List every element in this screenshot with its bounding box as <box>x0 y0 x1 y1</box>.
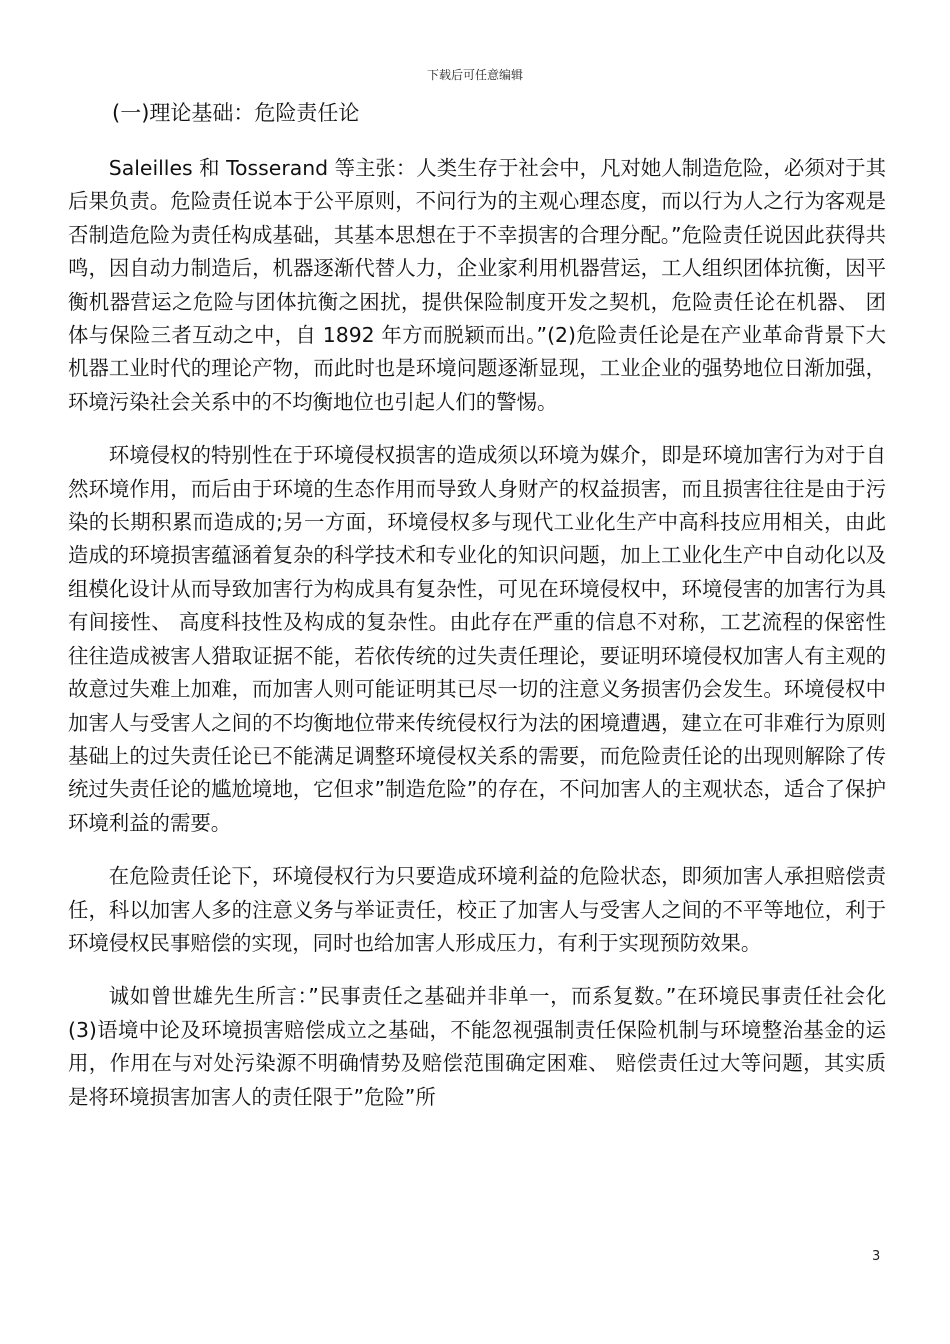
paragraph-3: 在危险责任论下，环境侵权行为只要造成环境利益的危险状态，即须加害人承担赔偿责任，科以加害人多的注意义务与举证责任，校正了加害人与受害人之间的不平等地位，利于环境侵权民事赔偿的实现，同时也给加害人形成压力，有利于实现预防效果。 <box>68 864 886 955</box>
paragraph-2: 环境侵权的特别性在于环境侵权损害的造成须以环境为媒介，即是环境加害行为对于自然环境作用，而后由于环境的生态作用而导致人身财产的权益损害，而且损害往往是由于污染的长期积累而造成的;另一方面，环境侵权多与现代工业化生产中高科技应用相关，由此造成的环境损害蕴涵着复杂的科学技术和专业化的知识问题，加上工业化生产中自动化以及组模化设计从而导致加害行为构成具有复杂性，可见在环境侵权中，环境侵害的加害行为具有间接性、 高度科技性及构成的复杂性。由此存在严重的信息不对称，工艺流程的保密性往往造成被害人猎取证据不能，若依传统的过失责任理论，要证明环境侵权加害人有主观的故意过失难上加难，而加害人则可能证明其已尽一切的注意义务损害仍会发生。环境侵权中加害人与受害人之间的不均衡地位带来传统侵权行为法的困境遭遇，建立在可非难行为原则基础上的过失责任论已不能满足调整环境侵权关系的需要，而危险责任论的出现则解除了传统过失责任论的尴尬境地，它但求”制造危险”的存在，不问加害人的主观状态，适合了保护环境利益的需要。 <box>68 443 886 835</box>
body-text <box>68 152 886 1134</box>
page-number: 3 <box>872 1249 881 1264</box>
page-header: 下载后可任意编辑 <box>426 68 523 82</box>
paragraph-1: Saleilles 和 Tosserand 等主张：人类生存于社会中，凡对她人制造危险，必须对于其后果负责。危险责任说本于公平原则，不问行为的主观心理态度，而以行为人之行为客观是否制造危险为责任构成基础，其基本思想在于不幸损害的合理分配。”危险责任说因此获得共鸣，因自动力制造后，机器逐渐代替人力，企业家利用机器营运，工人组织团体抗衡，因平衡机器营运之危险与团体抗衡之困扰，提供保险制度开发之契机，危险责任论在机器、 团体与保险三者互动之中，自 1892 年方而脱颖而出。”(2)危险责任论是在产业革命背景下大机器工业时代的理论产物，而此时也是环境问题逐渐显现，工业企业的强势地位日渐加强，环境污染社会关系中的不均衡地位也引起人们的警惕。 <box>68 156 886 414</box>
paragraph-4: 诚如曾世雄先生所言：”民事责任之基础并非单一，而系复数。”在环境民事责任社会化(3)语境中论及环境损害赔偿成立之基础，不能忽视强制责任保险机制与环境整治基金的运用，作用在与对处污染源不明确情势及赔偿范围确定困难、 赔偿责任过大等问题，其实质是将环境损害加害人的责任限于”危险”所 <box>68 984 886 1109</box>
section-heading: (一)理论基础：危险责任论 <box>112 101 360 125</box>
